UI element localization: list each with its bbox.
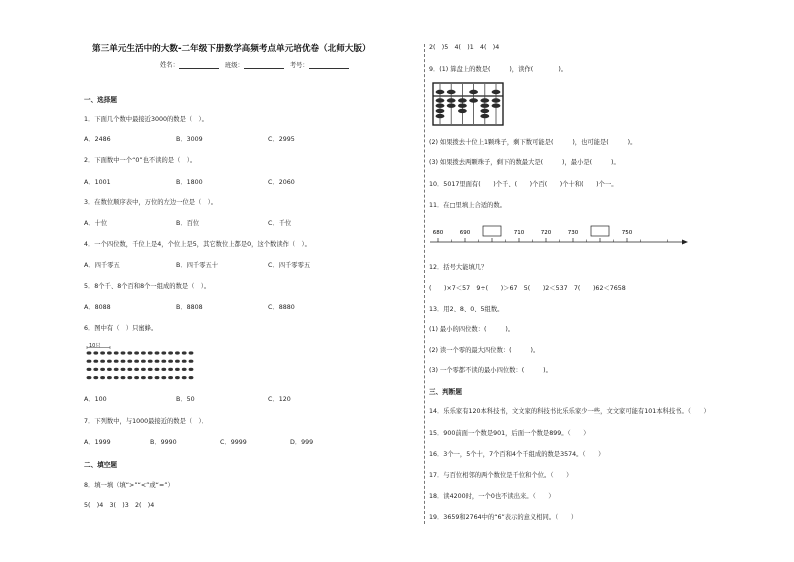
bee-icon (100, 376, 105, 379)
abacus-bead (447, 90, 456, 94)
bee-icon (148, 360, 153, 363)
question-12-items: ( )×7＜57 9÷( )＞67 5( )2＜537 7( )62＜7658 (429, 285, 626, 292)
question-3: 3．在数位顺序表中，万位的左边一位是（ ）。 (84, 199, 218, 206)
abacus-bead (458, 109, 467, 113)
q4-option-b: B．四千零五十 (176, 262, 219, 269)
name-blank[interactable] (179, 62, 219, 69)
column-divider (424, 44, 425, 524)
bee-icon (155, 368, 160, 371)
abacus-bead (492, 90, 501, 94)
section-fill: 二、填空题 (84, 461, 117, 469)
number-line-blank-box[interactable] (591, 226, 609, 236)
bee-icon (93, 376, 98, 379)
bee-icon (107, 368, 112, 371)
bee-icon (161, 360, 166, 363)
student-info-line (160, 62, 349, 69)
q6-option-a: A．100 (84, 396, 107, 403)
bee-icon (141, 351, 146, 354)
question-12: 12．括号大能填几？ (429, 264, 488, 271)
bee-icon (148, 376, 153, 379)
bee-icon (155, 376, 160, 379)
question-15: 15．900前面一个数是901，后面一个数是899。（ ） (429, 430, 590, 437)
q7-option-c: C．9999 (220, 439, 247, 446)
bee-icon (182, 351, 187, 354)
bee-icon (134, 368, 139, 371)
bee-icons (87, 351, 194, 379)
bee-icon (155, 360, 160, 363)
question-1: 1．下面几个数中最接近3000的数是（ ）。 (84, 116, 208, 123)
question-13-part-1: (1) 最小的四位数：( )。 (429, 326, 515, 333)
bee-icon (161, 351, 166, 354)
bee-icon (87, 376, 92, 379)
abacus-bead (480, 109, 489, 113)
question-13-part-2: (2) 读一个零的最大四位数：( )。 (429, 347, 540, 354)
question-9: 9．(1) 算盘上的数是( )，读作( )。 (429, 66, 568, 73)
q3-option-c: C．千位 (268, 220, 292, 227)
name-label: 姓名： (160, 61, 179, 69)
bee-icon (134, 351, 139, 354)
bee-icon (121, 376, 126, 379)
number-line (430, 224, 690, 254)
abacus-bead (436, 109, 445, 113)
question-18: 18．读4200时，一个0也不读出来。（ ） (429, 493, 555, 500)
bee-icon (189, 351, 194, 354)
bee-icon (148, 351, 153, 354)
bee-icon (141, 360, 146, 363)
class-blank[interactable] (244, 62, 284, 69)
page-title: 第三单元生活中的大数-二年级下册数学高频考点单元培优卷（北师大版） (92, 44, 371, 54)
q8-row-1: 5( )4 3( )3 2( )4 (84, 502, 155, 509)
q1-option-a: A．2486 (84, 136, 111, 143)
q5-option-a: A．8088 (84, 304, 111, 311)
q5-option-c: C．8880 (268, 304, 295, 311)
bee-icon (93, 360, 98, 363)
question-9-part-3: (3) 如果拨去两颗珠子，剩下的数最大是( )，最小是( )。 (429, 159, 620, 166)
q1-option-b: B．3009 (176, 136, 203, 143)
q7-option-a: A．1999 (84, 439, 111, 446)
abacus-bead (447, 98, 456, 102)
abacus-bead (436, 90, 445, 94)
abacus-bead (469, 90, 478, 94)
bee-icon (127, 376, 132, 379)
bee-icon (182, 376, 187, 379)
bee-icon (107, 351, 112, 354)
question-5: 5．8个千、8个百和8个一组成的数是（ ）。 (84, 283, 211, 290)
question-6: 6．图中有（ ）只蜜蜂。 (84, 325, 158, 332)
bee-icon (107, 360, 112, 363)
bee-icon (175, 360, 180, 363)
question-7: 7．下列数中，与1000最接近的数是（ ）． (84, 418, 208, 425)
q2-option-c: C．2060 (268, 179, 295, 186)
question-13: 13．用2、8、0、5组数。 (429, 306, 504, 313)
question-4: 4．一个四位数，千位上是4，个位上是5，其它数位上都是0，这个数读作（ ）。 (84, 241, 311, 248)
bee-icon (100, 368, 105, 371)
q4-option-a: A．四千零五 (84, 262, 120, 269)
bee-icon (168, 351, 173, 354)
question-17: 17．与百位相邻的两个数位是千位和个位。（ ） (429, 472, 573, 479)
abacus-bead (458, 104, 467, 108)
bee-icon (107, 376, 112, 379)
bee-icon (155, 351, 160, 354)
q1-option-c: C．2995 (268, 136, 295, 143)
question-2: 2．下面数中一个“0”也不读的是（ ）。 (84, 157, 197, 164)
q2-option-a: A．1001 (84, 179, 111, 186)
number-line-label: 710 (513, 230, 525, 236)
section-choice: 一、选择题 (84, 96, 117, 104)
bee-icon (175, 376, 180, 379)
bee-icon (114, 368, 119, 371)
bee-icon (168, 368, 173, 371)
q8-row-2: 2( )5 4( )1 4( )4 (429, 44, 500, 51)
bee-icon (134, 376, 139, 379)
bee-icon (189, 376, 194, 379)
number-line-label: 720 (540, 230, 552, 236)
bee-icon (121, 351, 126, 354)
q4-option-c: C．四千零零五 (268, 262, 311, 269)
bee-icon (168, 376, 173, 379)
bee-grid-figure (86, 342, 198, 384)
bee-icon (93, 368, 98, 371)
bee-icon (127, 368, 132, 371)
abacus-bead (436, 114, 445, 118)
q7-option-b: B．9990 (150, 439, 177, 446)
bee-icon (182, 360, 187, 363)
bee-icon (87, 351, 92, 354)
abacus-bead (469, 98, 478, 102)
bee-icon (114, 360, 119, 363)
abacus-bead (480, 98, 489, 102)
abacus-bead (436, 104, 445, 108)
bee-icon (141, 368, 146, 371)
bee-icon (134, 360, 139, 363)
question-14: 14．乐乐家有120本科技书，文文家的科技书比乐乐家少一些，文文家可能有101本科技书。（ ） (429, 408, 710, 415)
number-line-label: 750 (621, 230, 633, 236)
bee-icon (182, 368, 187, 371)
q2-option-b: B．1800 (176, 179, 203, 186)
q7-option-d: D．999 (290, 439, 314, 446)
bee-group-label: 10只 (89, 343, 101, 349)
abacus-figure (432, 82, 504, 126)
bee-icon (189, 360, 194, 363)
question-19: 19．3659和2764中的“6”表示的意义相同。（ ） (429, 514, 578, 521)
abacus-bead (492, 104, 501, 108)
q5-option-b: B．8808 (176, 304, 203, 311)
bee-icon (100, 351, 105, 354)
bee-icon (121, 360, 126, 363)
abacus-bead (480, 104, 489, 108)
bee-icon (114, 376, 119, 379)
q3-option-b: B．百位 (176, 220, 200, 227)
bee-icon (87, 360, 92, 363)
bee-icon (127, 360, 132, 363)
number-line-blank-box[interactable] (483, 226, 501, 236)
section-judge: 三、判断题 (429, 388, 462, 396)
question-16: 16．3个一，5个十，7个百和4个千组成的数是3574。（ ） (429, 451, 605, 458)
q3-option-a: A．十位 (84, 220, 108, 227)
q6-option-c: C．120 (268, 396, 291, 403)
id-label: 考号： (289, 61, 309, 69)
question-13-part-3: (3) 一个零都不读的最小四位数：( )。 (429, 367, 552, 374)
question-8: 8．填一填（填“>”“<”或“=”） (84, 482, 174, 489)
abacus-bead (436, 98, 445, 102)
abacus-bead (480, 114, 489, 118)
bee-icon (93, 351, 98, 354)
question-11: 11．在□里填上合适的数。 (429, 202, 506, 209)
bee-icon (175, 351, 180, 354)
arrow-icon (682, 240, 688, 245)
bee-icon (87, 368, 92, 371)
question-9-part-2: (2) 如果拨去十位上1颗珠子，剩下数可能是( )，也可能是( )。 (429, 139, 637, 146)
bee-icon (127, 351, 132, 354)
question-10: 10．5017里面有( )个千、( )个百( )个十和( )个一。 (429, 181, 618, 188)
bee-icon (114, 351, 119, 354)
abacus-bead (458, 98, 467, 102)
abacus-bead (447, 104, 456, 108)
bee-icon (175, 368, 180, 371)
bee-icon (161, 376, 166, 379)
class-label: 班级： (224, 61, 244, 69)
bee-icon (141, 376, 146, 379)
bee-icon (121, 368, 126, 371)
bee-icon (100, 360, 105, 363)
abacus-bead (492, 98, 501, 102)
bee-icon (168, 360, 173, 363)
bee-icon (161, 368, 166, 371)
bee-icon (148, 368, 153, 371)
number-line-label: 730 (567, 230, 579, 236)
number-line-label: 680 (432, 230, 444, 236)
number-line-label: 690 (459, 230, 471, 236)
id-blank[interactable] (309, 62, 349, 69)
bee-icon (189, 368, 194, 371)
q6-option-b: B．50 (176, 396, 195, 403)
